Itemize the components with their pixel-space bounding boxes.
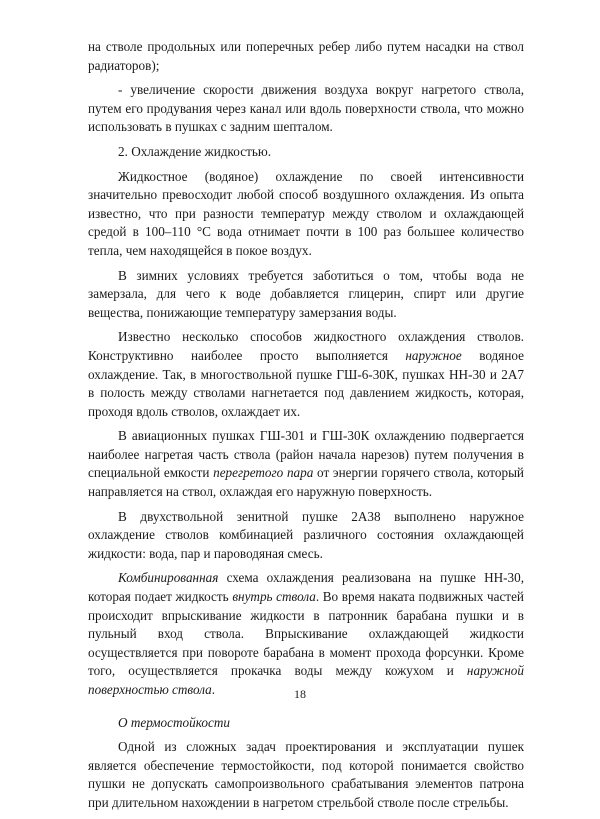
- text-run: схема охлаждения реализована на пушке НН-30, которая подает жидкость: [88, 570, 524, 605]
- paragraph: [88, 168, 524, 261]
- paragraph: [88, 328, 524, 421]
- text-run: - увеличение скорости движения воздуха вокруг нагретого ствола, путем его продувания через канал или вдоль поверхности ствола, что можно использовать в пушках с задним шепталом.: [88, 82, 524, 135]
- paragraph: [88, 143, 524, 162]
- italic-text: наружное: [405, 347, 462, 363]
- italic-text: перегретого пара: [213, 465, 314, 481]
- text-run: Известно несколько способов жидкостного охлаждения стволов. Конструктивно наиболее просто выполняется: [88, 329, 524, 363]
- text-run: 2. Охлаждение жидкостью.: [118, 143, 271, 159]
- italic-text: О термостойкости: [118, 714, 230, 730]
- text-run: водяное охлаждение. Так, в многоствольной пушке ГШ-6-30К, пушках НН-30 и 2А7 в полость между стволами нагнетается под давлением жидкость, которая, проходя вдоль стволов, охлаждает их.: [88, 347, 524, 419]
- text-run: на стволе продольных или поперечных ребер либо путем насадки на ствол радиаторов);: [88, 39, 524, 73]
- text-run: от энергии горячего ствола, который направляется на ствол, охлаждая его наружную поверхность.: [88, 465, 524, 500]
- paragraph: [88, 714, 524, 733]
- text-run: . Во время наката подвижных частей происходит впрыскивание жидкости в патронник барабана пушки и в пульный вход ствола. Впрыскивание охлаждающей жидкости осуществляется при повороте барабана в момент прохода форсунки. Кроме того, осуществляется прокачка воды между кожухом и: [88, 589, 524, 679]
- text-run: В двухствольной зенитной пушке 2А38 выполнено наружное охлаждение стволов комбинацией различного состояния охлаждающей жидкости: вода, пар и пароводяная смесь.: [88, 508, 524, 561]
- paragraph: [88, 569, 524, 699]
- paragraph: [88, 508, 524, 564]
- paragraph: [88, 81, 524, 137]
- text-run: В зимних условиях требуется заботиться о том, чтобы вода не замерзала, для чего к воде добавляется глицерин, спирт или другие вещества, понижающие температуру замерзания воды.: [88, 267, 524, 320]
- text-run: .: [211, 682, 216, 697]
- italic-text: Комбинированная: [118, 570, 219, 586]
- text-run: Одной из сложных задач проектирования и эксплуатации пушек является обеспечение термостойкости, под которой понимается свойство пушки не допускать самопроизвольного срабатывания элементов патрона при длительном нахождении в нагретом стрельбой стволе после стрельбы.: [88, 739, 524, 810]
- paragraph: [88, 267, 524, 323]
- page-number: 18: [294, 687, 306, 701]
- italic-text: наружной поверхностью ствола: [88, 663, 524, 697]
- paragraph: [88, 38, 524, 75]
- italic-text: внутрь ствола: [232, 589, 316, 605]
- text-run: В авиационных пушках ГШ-301 и ГШ-30К охлаждению подвергается наиболее нагретая часть ствола (район начала нарезов) путем получения в специальной емкости: [88, 428, 524, 481]
- paragraph: [88, 738, 524, 812]
- text-run: Жидкостное (водяное) охлаждение по своей интенсивности значительно превосходит любой способ воздушного охлаждения. Из опыта известно, что при разности температур между стволом и охлаждающей средой в 100–110 °C вода отнимает почти в 100 раз большее количество тепла, чем находящейся в покое воздух.: [88, 168, 524, 258]
- paragraph: [88, 427, 524, 501]
